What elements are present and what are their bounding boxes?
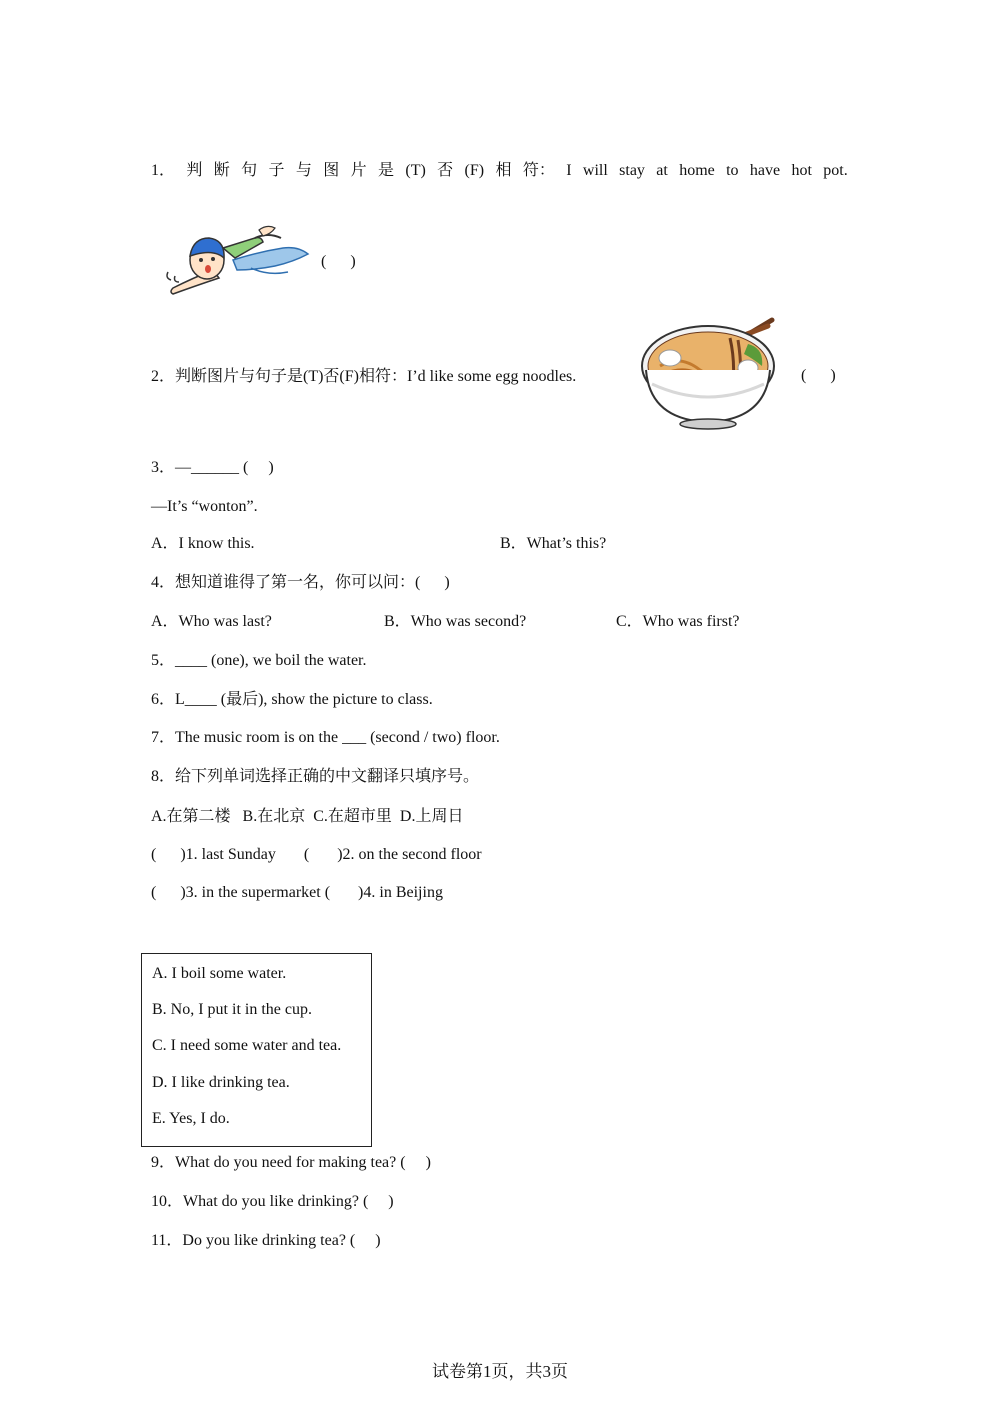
swimmer-illustration: [163, 218, 311, 300]
page-footer: 试卷第1页，共3页: [432, 1362, 568, 1381]
question-5: 5．____ (one), we boil the water.: [151, 652, 367, 669]
q1-token: home: [679, 162, 715, 179]
q1-token: to: [726, 162, 739, 179]
question-7: 7．The music room is on the ___ (second / two) floor.: [151, 729, 500, 746]
q1-token: 子: [268, 162, 285, 179]
box-option-b: B. No, I put it in the cup.: [152, 1001, 312, 1018]
q1-token: 与: [295, 162, 312, 179]
question-10: 10．What do you like drinking? ( ): [151, 1193, 394, 1210]
question-8-choices: A.在第二楼 B.在北京 C.在超市里 D.上周日: [151, 808, 464, 825]
question-3-stem: 3．—______ ( ): [151, 459, 274, 476]
q1-token: 符：: [522, 162, 555, 179]
q1-token: stay: [619, 162, 645, 179]
q1-token: (F): [464, 162, 485, 179]
q1-token: 图: [323, 162, 340, 179]
q4-option-b[interactable]: B．Who was second?: [384, 613, 527, 630]
box-option-e: E. Yes, I do.: [152, 1110, 230, 1127]
question-8-stem: 8．给下列单词选择正确的中文翻译只填序号。: [151, 768, 480, 785]
question-6: 6．L____ (最后), show the picture to class.: [151, 691, 433, 708]
box-option-a: A. I boil some water.: [152, 965, 287, 982]
q1-token: 1．: [151, 162, 176, 179]
question-3-reply: —It’s “wonton”.: [151, 498, 258, 515]
question-9: 9．What do you need for making tea? ( ): [151, 1154, 431, 1171]
question-1-stem: [151, 161, 848, 181]
q1-token: I: [566, 162, 572, 179]
q2-answer-blank[interactable]: ( ): [801, 367, 836, 384]
box-option-c: C. I need some water and tea.: [152, 1037, 342, 1054]
q3-option-b[interactable]: B．What’s this?: [500, 535, 607, 552]
noodle-bowl-illustration: [640, 314, 776, 434]
question-8-row-2: ( )3. in the supermarket ( )4. in Beijing: [151, 884, 443, 901]
q1-token: will: [582, 162, 608, 179]
q1-token: 是: [378, 162, 395, 179]
question-8-row-1: ( )1. last Sunday ( )2. on the second floor: [151, 846, 482, 863]
q1-token: pot.: [823, 162, 848, 179]
q1-token: 断: [213, 162, 230, 179]
q1-token: have: [749, 162, 781, 179]
q1-token: hot: [791, 162, 812, 179]
answer-options-box: [141, 953, 372, 1147]
q1-token: 句: [241, 162, 258, 179]
q1-token: (T): [405, 162, 426, 179]
question-4-stem: 4．想知道谁得了第一名，你可以问：( ): [151, 574, 450, 591]
question-2-stem: 2．判断图片与句子是(T)否(F)相符：I’d like some egg noodles.: [151, 368, 577, 385]
q1-token: at: [656, 162, 668, 179]
box-option-d: D. I like drinking tea.: [152, 1074, 290, 1091]
question-11: 11．Do you like drinking tea? ( ): [151, 1232, 381, 1249]
q1-token: 否: [437, 162, 454, 179]
q1-answer-blank[interactable]: ( ): [321, 253, 356, 270]
q4-option-c[interactable]: C．Who was first?: [616, 613, 740, 630]
q4-option-a[interactable]: A．Who was last?: [151, 613, 272, 630]
q1-token: 判: [186, 162, 203, 179]
q1-token: 相: [495, 162, 512, 179]
q3-option-a[interactable]: A．I know this.: [151, 535, 255, 552]
q1-token: 片: [350, 162, 367, 179]
